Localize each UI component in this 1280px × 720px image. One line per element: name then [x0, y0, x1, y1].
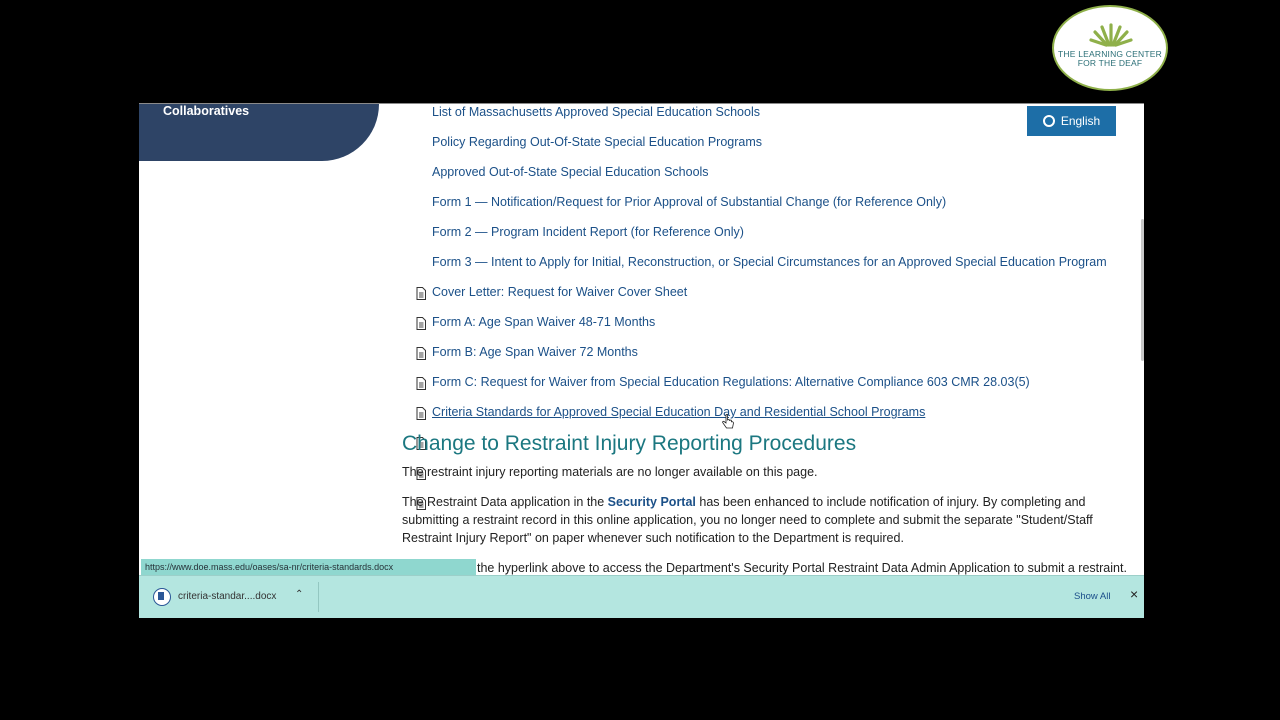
- word-document-icon: [153, 588, 171, 606]
- hand-cursor-icon: [722, 414, 734, 430]
- resource-link[interactable]: Form C: Request for Waiver from Special Education Regulations: Alternative Compliance 603 CMR 28.03(5): [432, 375, 1030, 389]
- document-icon: [416, 317, 426, 330]
- resource-link[interactable]: Form A: Age Span Waiver 48-71 Months: [432, 315, 656, 329]
- section-heading: Change to Restraint Injury Reporting Procedures: [402, 432, 857, 455]
- status-bar-url: https://www.doe.mass.edu/oases/sa-nr/criteria-standards.docx: [141, 559, 476, 575]
- globe-icon: [1043, 115, 1055, 127]
- close-icon[interactable]: ×: [1130, 586, 1139, 602]
- document-icon: [416, 377, 426, 390]
- resource-link[interactable]: Form B: Age Span Waiver 72 Months: [432, 345, 638, 359]
- resource-link[interactable]: Form 1 — Notification/Request for Prior Approval of Substantial Change (for Reference Only): [432, 195, 947, 209]
- language-label: English: [1060, 114, 1101, 128]
- resource-link[interactable]: Cover Letter: Request for Waiver Cover Sheet: [432, 285, 688, 299]
- paragraph-security-portal: The Restraint Data application in the Security Portal has been enhanced to include notification of injury. By completing and submitting a restraint record in this online application, you no longer need to complete and submit the separate "Student/Staff Restraint Injury Report" on paper whenever such notification to the Department is required.: [402, 495, 1093, 545]
- resource-link[interactable]: List of Massachusetts Approved Special Education Schools: [432, 105, 760, 119]
- resource-link[interactable]: Criteria Standards for Approved Special Education Day and Residential School Programs: [432, 405, 926, 419]
- chevron-up-icon[interactable]: ⌃: [295, 589, 304, 600]
- download-file-name: criteria-standar....docx: [178, 591, 277, 602]
- browser-viewport: [139, 103, 1144, 618]
- language-button[interactable]: [1027, 106, 1116, 136]
- show-all-button[interactable]: Show All: [1074, 591, 1111, 602]
- resource-link[interactable]: Policy Regarding Out-Of-State Special Education Programs: [432, 135, 763, 149]
- download-item[interactable]: [149, 587, 314, 609]
- paragraph-hyperlink-instructions: the hyperlink above to access the Department's Security Portal Restraint Data Admin Application to submit a restraint.: [477, 561, 1127, 575]
- download-bar: [139, 575, 1144, 618]
- resource-link[interactable]: Approved Out-of-State Special Education Schools: [432, 165, 709, 179]
- document-icon: [416, 407, 426, 420]
- document-icon: [416, 347, 426, 360]
- document-icon: [416, 287, 426, 300]
- sidebar-panel: [139, 104, 379, 161]
- sunburst-logo-icon: [1088, 21, 1134, 47]
- resource-link[interactable]: Form 2 — Program Incident Report (for Reference Only): [432, 225, 744, 239]
- paragraph-no-longer-available: The restraint injury reporting materials are no longer available on this page.: [402, 465, 818, 479]
- security-portal-link[interactable]: Security Portal: [607, 495, 696, 509]
- logo-text-line2: FOR THE DEAF: [1077, 58, 1143, 68]
- sidebar-item-collaboratives[interactable]: Collaboratives: [163, 104, 250, 118]
- logo-text-line1: THE LEARNING CENTER: [1058, 49, 1162, 59]
- page-scrollbar[interactable]: [1141, 219, 1144, 361]
- learning-center-logo: [1052, 5, 1168, 91]
- resource-link[interactable]: Form 3 — Intent to Apply for Initial, Reconstruction, or Special Circumstances for an Approved Special Education Program: [432, 255, 1107, 269]
- download-divider: [318, 582, 319, 612]
